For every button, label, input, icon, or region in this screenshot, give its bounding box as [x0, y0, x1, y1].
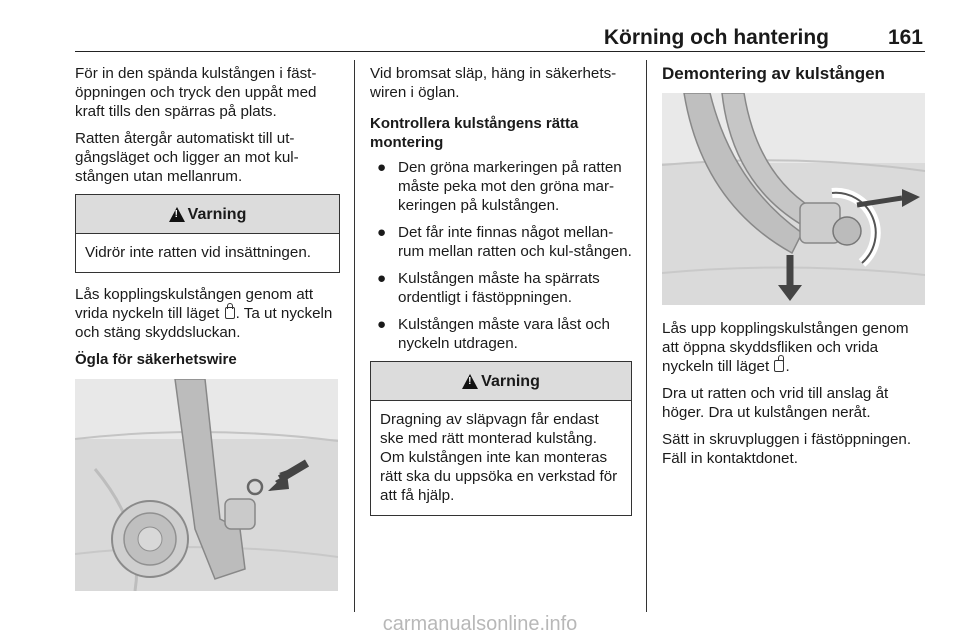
watermark: carmanualsonline.info	[382, 613, 578, 635]
bullet: ●	[377, 270, 387, 287]
lock-closed-icon	[225, 307, 235, 319]
warning-header	[371, 362, 631, 401]
paragraph	[662, 319, 927, 376]
paragraph: Ratten återgår automatiskt till ut-gångsläget och ligger an mot kul-stången utan mellanrum.	[75, 130, 299, 185]
paragraph: Vid bromsat släp, häng in säkerhets-wiren i öglan.	[370, 65, 617, 101]
warning-box	[75, 194, 340, 273]
bullet: ●	[377, 224, 387, 241]
towbar-removal-illustration	[662, 93, 925, 305]
safety-wire-eye-illustration	[75, 379, 338, 591]
paragraph-text: Lås kopplingskulstången genom att vrida nyckeln till läget	[75, 286, 314, 322]
warning-box	[370, 361, 632, 516]
list-item	[370, 315, 632, 353]
warning-text: Dragning av släpvagn får endast ske med rätt monterad kulstång. Om kulstången inte kan monteras rätt ska du uppsöka en verkstad för att få hjälp.	[380, 411, 618, 504]
header-rule	[75, 51, 925, 52]
paragraph-text: .	[785, 358, 790, 375]
warning-triangle-icon	[169, 207, 185, 222]
lock-open-icon	[774, 360, 784, 372]
list-item-text: Den gröna markeringen på ratten måste peka mot den gröna mar-keringen på kulstången.	[398, 159, 622, 214]
list-item-text: Det får inte finnas något mellan-rum mellan ratten och kul-stången.	[398, 224, 632, 260]
section-heading: Ögla för säkerhetswire	[75, 351, 237, 368]
paragraph: För in den spända kulstången i fäst-öppningen och tryck den uppåt med kraft tills den spärras på plats.	[75, 65, 317, 120]
column-divider-1	[354, 60, 355, 612]
warning-header	[76, 195, 339, 234]
list-item	[370, 223, 632, 261]
paragraph-text: Lås upp kopplingskulstången genom att öppna skyddsfliken och vrida nyckeln till läget	[662, 320, 909, 375]
bullet: ●	[377, 159, 387, 176]
bullet: ●	[377, 316, 387, 333]
paragraph	[75, 285, 340, 342]
paragraph: Sätt in skruvpluggen i fästöppningen. Fäll in kontaktdonet.	[662, 431, 912, 467]
warning-title: Varning	[187, 205, 247, 223]
column-2	[370, 64, 632, 528]
checklist	[370, 158, 632, 353]
warning-title: Varning	[481, 372, 540, 390]
list-item	[370, 158, 632, 215]
section-heading: Kontrollera kulstångens rätta montering	[370, 115, 579, 151]
list-item-text: Kulstången måste vara låst och nyckeln utdragen.	[398, 316, 610, 352]
chapter-title: Körning och hantering	[603, 26, 829, 49]
column-3	[662, 64, 927, 476]
column-divider-2	[646, 60, 647, 612]
column-1	[75, 64, 340, 591]
paragraph-text: . Ta ut nyckeln och stäng skyddsluckan.	[75, 305, 333, 341]
section-heading: Demontering av kulstången	[662, 64, 885, 83]
page-header	[75, 22, 925, 50]
warning-triangle-icon	[462, 374, 478, 389]
list-item-text: Kulstången måste ha spärrats ordentligt i fästöppningen.	[398, 270, 600, 306]
list-item	[370, 269, 632, 307]
warning-text: Vidrör inte ratten vid insättningen.	[85, 244, 311, 261]
paragraph: Dra ut ratten och vrid till anslag åt höger. Dra ut kulstången neråt.	[662, 385, 889, 421]
page-number: 161	[887, 26, 923, 49]
